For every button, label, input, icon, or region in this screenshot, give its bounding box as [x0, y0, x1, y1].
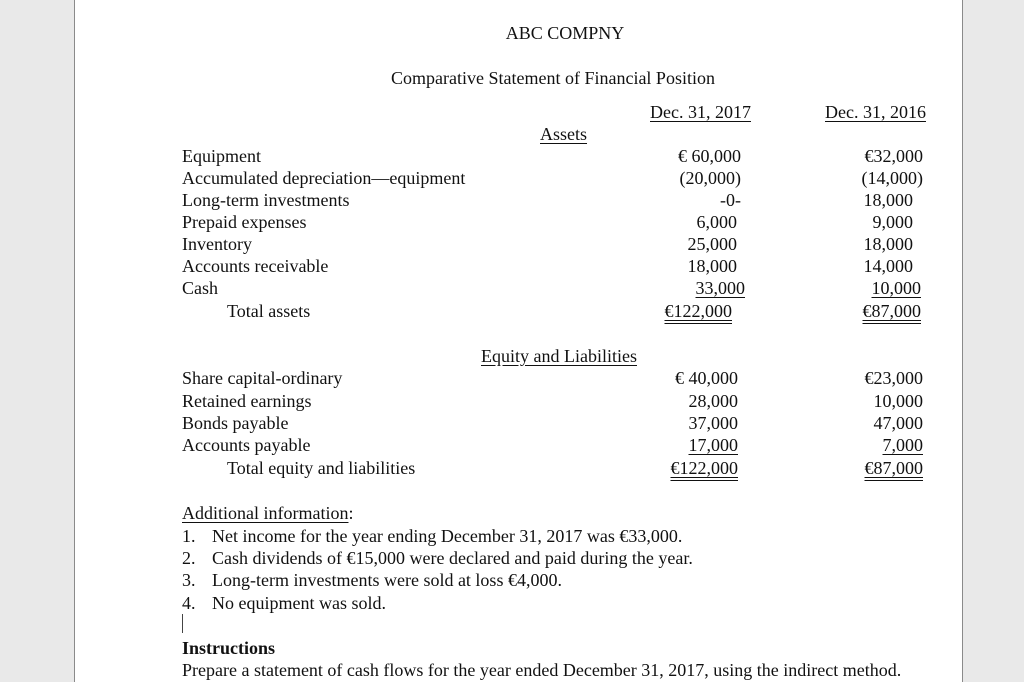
column-header-2017: Dec. 31, 2017: [650, 102, 751, 122]
el-value-2017: 17,000: [688, 435, 738, 455]
el-value-2016: €23,000: [864, 368, 923, 388]
list-item-number: 4.: [182, 593, 196, 613]
list-item-number: 1.: [182, 526, 196, 546]
el-value-2017: 28,000: [688, 391, 738, 411]
statement-title: Comparative Statement of Financial Position: [391, 68, 715, 88]
additional-info-heading: [182, 502, 354, 524]
asset-value-2016: (14,000): [861, 168, 923, 188]
total-equity-liabilities-2017: €122,000: [670, 458, 738, 478]
el-value-2016: 7,000: [882, 435, 923, 455]
total-assets-2016: €87,000: [862, 301, 921, 321]
list-item: [182, 592, 386, 614]
asset-value-2017: 6,000: [696, 212, 737, 232]
list-item: [182, 525, 682, 547]
asset-label: Long-term investments: [182, 190, 350, 210]
asset-label: Inventory: [182, 234, 252, 254]
instructions-heading: Instructions: [182, 638, 276, 658]
list-item-text: Long-term investments were sold at loss €4,000.: [212, 570, 562, 590]
asset-value-2017: 33,000: [695, 278, 745, 298]
asset-label: Equipment: [182, 146, 261, 166]
el-value-2016: 47,000: [873, 413, 923, 433]
asset-value-2017: € 60,000: [678, 146, 741, 166]
asset-label: Accounts receivable: [182, 256, 329, 276]
el-value-2017: € 40,000: [675, 368, 738, 388]
asset-value-2017: -0-: [720, 190, 741, 210]
document-page: [74, 0, 963, 682]
company-name: ABC COMPNY: [505, 23, 625, 43]
el-label: Accounts payable: [182, 435, 311, 455]
total-equity-liabilities-2016: €87,000: [864, 458, 923, 478]
el-value-2016: 10,000: [873, 391, 923, 411]
list-item: [182, 569, 562, 591]
asset-value-2016: 9,000: [872, 212, 913, 232]
list-item-text: Cash dividends of €15,000 were declared and paid during the year.: [212, 548, 693, 568]
asset-value-2016: €32,000: [864, 146, 923, 166]
asset-value-2017: 25,000: [687, 234, 737, 254]
list-item-number: 3.: [182, 570, 196, 590]
asset-value-2017: (20,000): [679, 168, 741, 188]
total-assets-2017: €122,000: [664, 301, 732, 321]
asset-value-2017: 18,000: [687, 256, 737, 276]
asset-value-2016: 18,000: [863, 190, 913, 210]
asset-label: Prepaid expenses: [182, 212, 307, 232]
el-label: Retained earnings: [182, 391, 312, 411]
asset-value-2016: 10,000: [871, 278, 921, 298]
el-label: Share capital-ordinary: [182, 368, 343, 388]
asset-label: Cash: [182, 278, 218, 298]
el-label: Bonds payable: [182, 413, 289, 433]
list-item-number: 2.: [182, 548, 196, 568]
column-header-2016: Dec. 31, 2016: [825, 102, 926, 122]
additional-info-colon: :: [348, 503, 354, 523]
text-cursor: [182, 614, 183, 633]
total-assets-label: Total assets: [227, 301, 311, 321]
equity-liabilities-heading: Equity and Liabilities: [481, 346, 637, 366]
list-item-text: Net income for the year ending December 31, 2017 was €33,000.: [212, 526, 683, 546]
list-item-text: No equipment was sold.: [212, 593, 386, 613]
total-equity-liabilities-label: Total equity and liabilities: [227, 458, 416, 478]
additional-info-title: Additional information: [182, 503, 349, 523]
instructions-text: Prepare a statement of cash flows for the year ended December 31, 2017, using the indirect method.: [182, 660, 902, 680]
assets-heading: Assets: [540, 124, 588, 144]
asset-value-2016: 18,000: [863, 234, 913, 254]
asset-label: Accumulated depreciation—equipment: [182, 168, 466, 188]
list-item: [182, 547, 693, 569]
el-value-2017: 37,000: [688, 413, 738, 433]
asset-value-2016: 14,000: [863, 256, 913, 276]
